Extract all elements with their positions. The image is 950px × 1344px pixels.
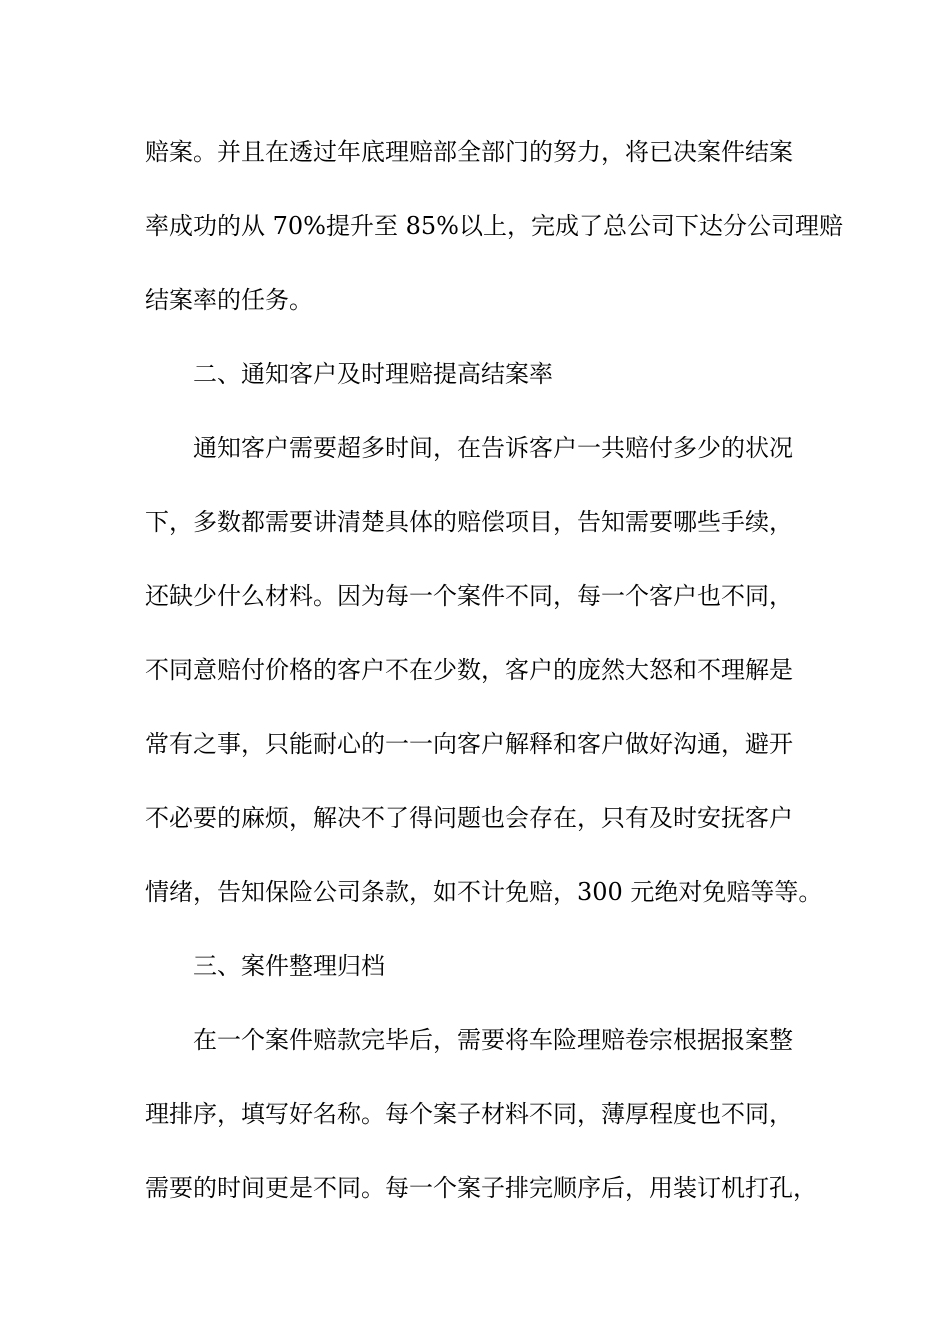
text-line: 不同意赔付价格的客户不在少数，客户的庞然大怒和不理解是 bbox=[145, 656, 793, 684]
text-line: 还缺少什么材料。因为每一个案件不同，每一个客户也不同， bbox=[145, 582, 793, 610]
section-heading: 二、通知客户及时理赔提高结案率 bbox=[193, 360, 553, 388]
text-line: 结案率的任务。 bbox=[145, 286, 313, 314]
text-line: 率成功的从 70%提升至 85%以上，完成了总公司下达分公司理赔 bbox=[145, 212, 843, 240]
text-line: 常有之事，只能耐心的一一向客户解释和客户做好沟通，避开 bbox=[145, 730, 793, 758]
text-line: 不必要的麻烦，解决不了得问题也会存在，只有及时安抚客户 bbox=[145, 804, 793, 832]
text-line: 赔案。并且在透过年底理赔部全部门的努力，将已决案件结案 bbox=[145, 138, 793, 166]
text-line: 下，多数都需要讲清楚具体的赔偿项目，告知需要哪些手续， bbox=[145, 508, 793, 536]
section-heading: 三、案件整理归档 bbox=[193, 952, 385, 980]
paragraph-first-line: 通知客户需要超多时间，在告诉客户一共赔付多少的状况 bbox=[193, 434, 793, 462]
text-line: 情绪，告知保险公司条款，如不计免赔，300 元绝对免赔等等。 bbox=[145, 878, 823, 906]
text-line: 需要的时间更是不同。每一个案子排完顺序后，用装订机打孔， bbox=[145, 1174, 817, 1202]
paragraph-first-line: 在一个案件赔款完毕后，需要将车险理赔卷宗根据报案整 bbox=[193, 1026, 793, 1054]
text-line: 理排序，填写好名称。每个案子材料不同，薄厚程度也不同， bbox=[145, 1100, 793, 1128]
